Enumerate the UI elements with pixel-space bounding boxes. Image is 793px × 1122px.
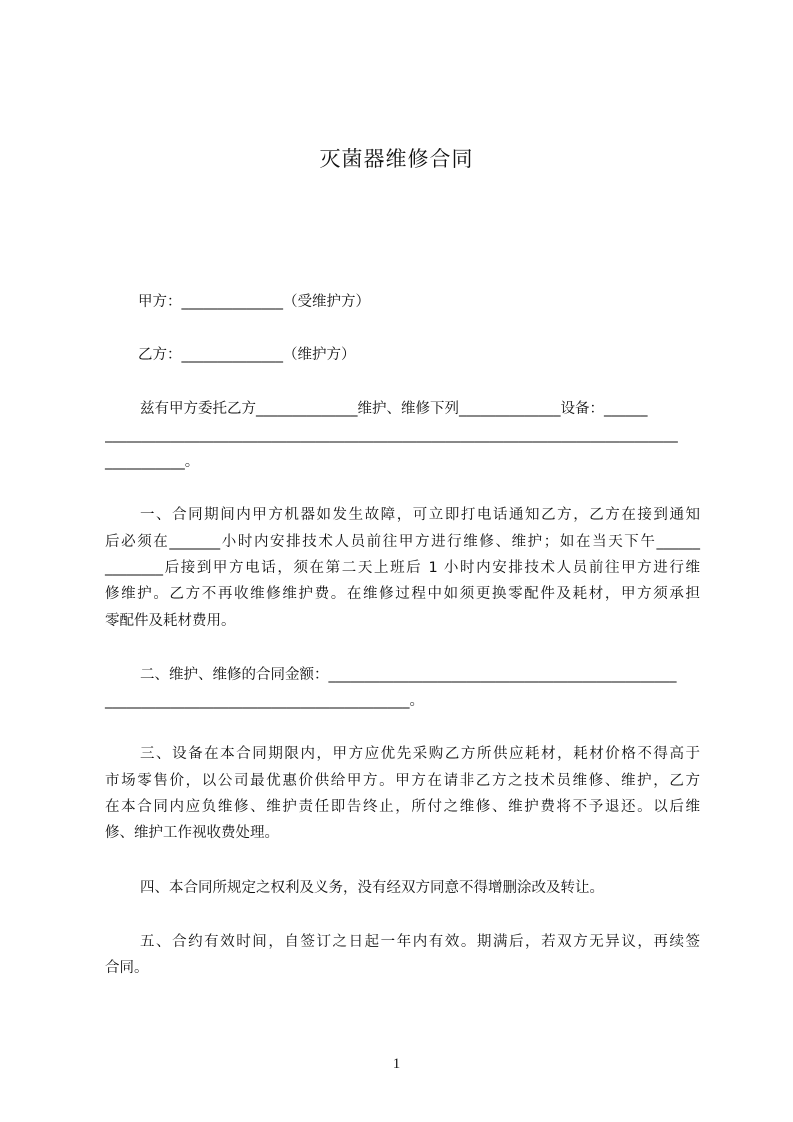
party-b-line: 乙方：______________（维护方） bbox=[138, 347, 356, 363]
clause1-line-5: 零配件及耗材费用。 bbox=[105, 613, 236, 629]
clause3-line-1: 三、设备在本合同期限内，甲方应优先采购乙方所供应耗材，耗材价格不得高于 bbox=[140, 746, 700, 762]
clause2-line-1: 二、维护、维修的合同金额：________________________________________________ bbox=[140, 667, 677, 683]
intro-line-2: _______________________________________________________________________________ bbox=[105, 427, 678, 443]
page-number: 1 bbox=[392, 1056, 401, 1072]
clause1-line-4: 修维护。乙方不再收维修维护费。在维修过程中如须更换零配件及耗材，甲方须承担 bbox=[105, 586, 700, 602]
clause3-line-2: 市场零售价，以公司最优惠价供给甲方。甲方在请非乙方之技术员维修、维护，乙方 bbox=[105, 773, 700, 789]
clause1-line-2: 后必须在_______小时内安排技术人员前往甲方进行维修、维护；如在当天下午______ bbox=[105, 534, 700, 550]
party-a-line: 甲方：______________（受维护方） bbox=[138, 294, 370, 310]
document-title: 灭菌器维修合同 bbox=[319, 147, 474, 171]
intro-line-1: 兹有甲方委托乙方______________维护、维修下列______________设备：______ bbox=[140, 401, 648, 417]
clause3-line-4: 修、维护工作视收费处理。 bbox=[105, 825, 279, 841]
clause5-line-2: 合同。 bbox=[105, 960, 149, 976]
intro-line-3: ___________。 bbox=[105, 454, 200, 470]
clause1-line-1: 一、合同期间内甲方机器如发生故障，可立即打电话通知乙方，乙方在接到通知 bbox=[140, 507, 700, 523]
clause1-line-3: ________后接到甲方电话，须在第二天上班后 1 小时内安排技术人员前往甲方进行维 bbox=[105, 560, 700, 576]
clause5-line-1: 五、合约有效时间，自签订之日起一年内有效。期满后，若双方无异议，再续签 bbox=[140, 934, 700, 950]
clause2-line-2: __________________________________________。 bbox=[105, 693, 424, 709]
clause3-line-3: 在本合同内应负维修、维护责任即告终止，所付之维修、维护费将不予退还。以后维 bbox=[105, 799, 700, 815]
clause4-line: 四、本合同所规定之权利及义务，没有经双方同意不得增删涂改及转让。 bbox=[140, 880, 604, 896]
